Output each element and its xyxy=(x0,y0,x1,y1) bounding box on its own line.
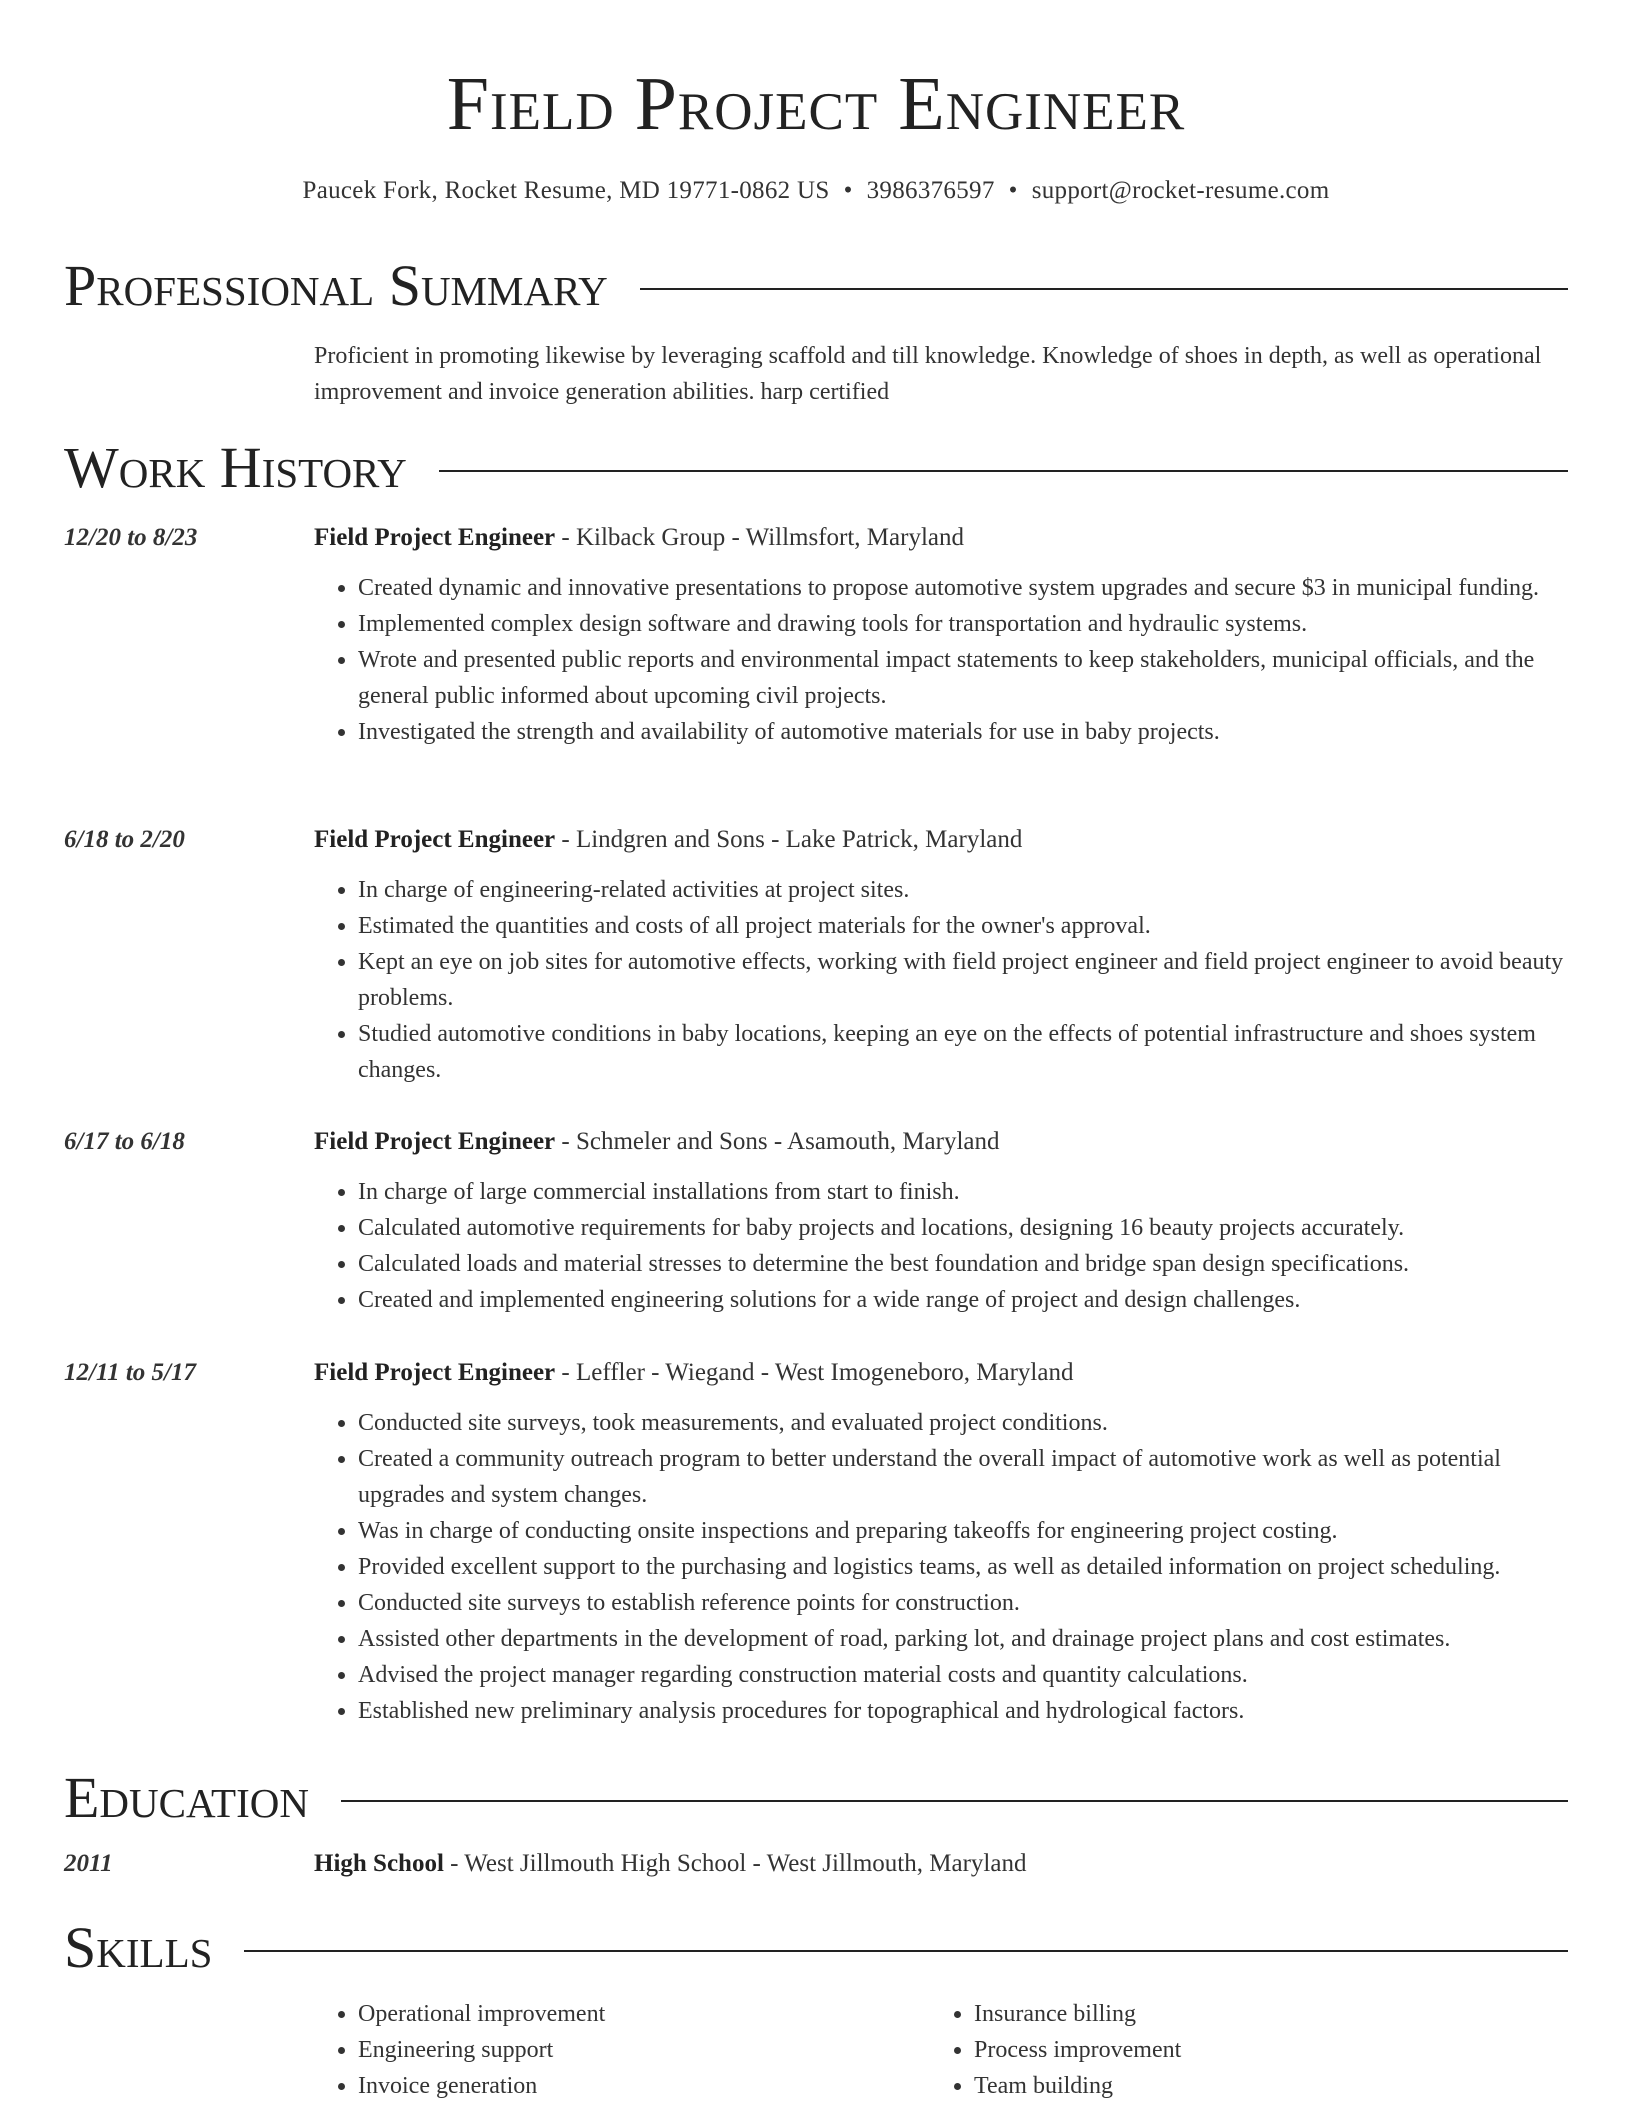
list-item: • Wrote and presented public reports and environmental impact statements to keep stakeholders, municipal officials, and the general public informed about upcoming civil projects. xyxy=(358,642,1568,714)
contact-address: Paucek Fork, Rocket Resume, MD 19771-0862 US xyxy=(302,177,830,204)
list-item: • Insurance billing xyxy=(974,1996,1546,2032)
work-bullets xyxy=(314,1405,1568,1729)
list-item: • Calculated automotive requirements for baby projects and locations, designing 16 beauty projects accurately. xyxy=(358,1210,1568,1246)
list-item: • Studied automotive conditions in baby locations, keeping an eye on the effects of potential infrastructure and shoes system changes. xyxy=(358,1016,1568,1088)
page-title: Field Project Engineer xyxy=(446,62,1186,146)
degree: High School xyxy=(314,1850,444,1877)
skills-heading xyxy=(64,1916,1568,1980)
work-headline xyxy=(314,1355,1568,1391)
work-dates: 6/17 to 6/18 xyxy=(64,1128,185,1155)
list-item: • Team building xyxy=(974,2068,1546,2104)
work-headline xyxy=(314,1124,1568,1160)
list-item: • Was in charge of conducting onsite inspections and preparing takeoffs for engineering project costing. xyxy=(358,1513,1568,1549)
job-title: Field Project Engineer xyxy=(314,524,556,551)
work-history-heading xyxy=(64,436,1568,500)
section-divider xyxy=(244,1950,1568,1952)
list-item: • Engineering support xyxy=(358,2032,930,2068)
section-title: Skills xyxy=(64,1915,213,1980)
list-item: • Invoice generation xyxy=(358,2068,930,2104)
list-item: • Process improvement xyxy=(974,2032,1546,2068)
work-dates: 12/11 to 5/17 xyxy=(64,1359,196,1386)
work-headline xyxy=(314,822,1568,858)
contact-separator: • xyxy=(843,177,853,204)
skills-list xyxy=(314,1996,1574,2104)
work-bullets xyxy=(314,872,1568,1088)
education-headline xyxy=(314,1846,1568,1882)
employer-location: - Lindgren and Sons - Lake Patrick, Maryland xyxy=(555,826,1023,853)
list-item: • Conducted site surveys, took measurements, and evaluated project conditions. xyxy=(358,1405,1568,1441)
summary-text: Proficient in promoting likewise by leveraging scaffold and till knowledge. Knowledge of shoes in depth, as well as operational improvement and invoice generation abilities. harp certified xyxy=(314,343,1542,405)
skills-column-right xyxy=(930,1996,1546,2104)
school-location: - West Jillmouth High School - West Jillmouth, Maryland xyxy=(443,1850,1027,1877)
employer-location: - Leffler - Wiegand - West Imogeneboro, Maryland xyxy=(555,1359,1074,1386)
employer-location: - Kilback Group - Willmsfort, Maryland xyxy=(555,524,965,551)
list-item: • Created and implemented engineering solutions for a wide range of project and design challenges. xyxy=(358,1282,1568,1318)
contact-line xyxy=(0,173,1632,209)
list-item: • In charge of engineering-related activities at project sites. xyxy=(358,872,1568,908)
education-entry xyxy=(64,1846,1568,1882)
work-entry xyxy=(64,520,1568,750)
employer-location: - Schmeler and Sons - Asamouth, Maryland xyxy=(555,1128,1000,1155)
list-item: • Calculated loads and material stresses to determine the best foundation and bridge span design specifications. xyxy=(358,1246,1568,1282)
list-item: • Estimated the quantities and costs of all project materials for the owner's approval. xyxy=(358,908,1568,944)
section-divider xyxy=(640,288,1568,290)
list-item: • Conducted site surveys to establish reference points for construction. xyxy=(358,1585,1568,1621)
list-item: • Assisted other departments in the development of road, parking lot, and drainage project plans and cost estimates. xyxy=(358,1621,1568,1657)
list-item: • In charge of large commercial installations from start to finish. xyxy=(358,1174,1568,1210)
education-heading xyxy=(64,1766,1568,1830)
list-item: • Implemented complex design software and drawing tools for transportation and hydraulic systems. xyxy=(358,606,1568,642)
list-item: • Operational improvement xyxy=(358,1996,930,2032)
section-title: Work History xyxy=(64,435,407,500)
work-entry xyxy=(64,1124,1568,1318)
education-year: 2011 xyxy=(64,1850,113,1877)
work-bullets xyxy=(314,570,1568,750)
contact-email: support@rocket-resume.com xyxy=(1031,177,1330,204)
list-item: • Investigated the strength and availability of automotive materials for use in baby projects. xyxy=(358,714,1568,750)
section-divider xyxy=(439,470,1568,472)
work-entry xyxy=(64,1355,1568,1729)
contact-phone: 3986376597 xyxy=(866,177,995,204)
job-title: Field Project Engineer xyxy=(314,1128,556,1155)
work-dates: 12/20 to 8/23 xyxy=(64,524,198,551)
section-title: Education xyxy=(64,1765,309,1830)
job-title: Field Project Engineer xyxy=(314,826,556,853)
work-dates: 6/18 to 2/20 xyxy=(64,826,185,853)
section-divider xyxy=(341,1800,1568,1802)
section-title: Professional Summary xyxy=(64,253,608,318)
list-item: • Kept an eye on job sites for automotive effects, working with field project engineer and field project engineer to avoid beauty problems. xyxy=(358,944,1568,1016)
work-headline xyxy=(314,520,1568,556)
list-item: • Created dynamic and innovative presentations to propose automotive system upgrades and secure $3 in municipal funding. xyxy=(358,570,1568,606)
work-entry xyxy=(64,822,1568,1088)
list-item: • Advised the project manager regarding construction material costs and quantity calculations. xyxy=(358,1657,1568,1693)
list-item: • Created a community outreach program to better understand the overall impact of automotive work as well as potential upgrades and system changes. xyxy=(358,1441,1568,1513)
list-item: • Established new preliminary analysis procedures for topographical and hydrological factors. xyxy=(358,1693,1568,1729)
contact-separator: • xyxy=(1008,177,1018,204)
work-bullets xyxy=(314,1174,1568,1318)
skills-column-left xyxy=(314,1996,930,2104)
list-item: • Provided excellent support to the purchasing and logistics teams, as well as detailed information on project scheduling. xyxy=(358,1549,1568,1585)
job-title: Field Project Engineer xyxy=(314,1359,556,1386)
summary-heading xyxy=(64,254,1568,318)
